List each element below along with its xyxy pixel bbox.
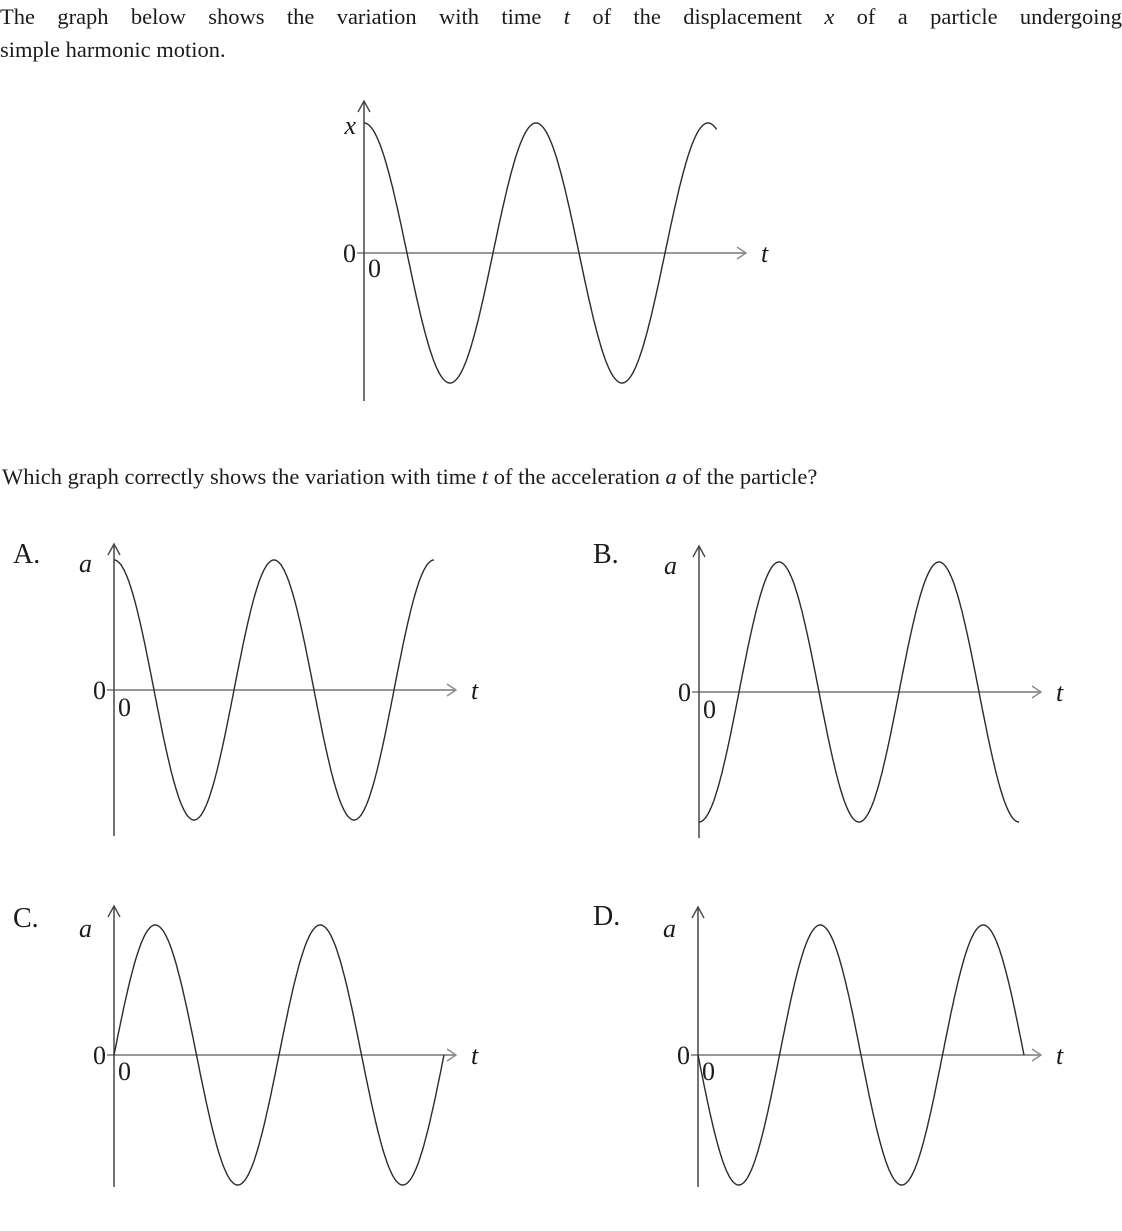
y-axis-label: a — [79, 549, 92, 578]
origin-label: 0 — [703, 695, 716, 724]
question-prompt: Which graph correctly shows the variation with time t of the acceleration a of the particle? — [2, 464, 818, 489]
t-axis-label: t — [471, 676, 479, 705]
y-axis-label: a — [663, 914, 676, 943]
origin-label: 0 — [118, 693, 131, 722]
y-axis-label: x — [344, 111, 356, 140]
t-axis-label: t — [761, 239, 769, 268]
zero-label: 0 — [678, 678, 691, 707]
intro-line-1: The graph below shows the variation with time t of the displacement x of a particle undergoing — [0, 4, 1122, 29]
option-d-letter: D. — [593, 901, 621, 932]
zero-label: 0 — [93, 676, 106, 705]
y-axis-label: a — [79, 914, 92, 943]
option-d-graph — [585, 895, 1115, 1195]
intro-text — [0, 0, 1122, 66]
option-a-letter: A. — [13, 539, 41, 570]
option-b-letter: B. — [593, 539, 619, 570]
t-axis-label: t — [1056, 1041, 1064, 1070]
option-c-graph — [0, 895, 520, 1195]
zero-label: 0 — [93, 1041, 106, 1070]
intro-line-2: simple harmonic motion. — [0, 37, 226, 62]
t-axis-label: t — [471, 1041, 479, 1070]
t-axis-label: t — [1056, 678, 1064, 707]
option-b-graph — [585, 530, 1115, 850]
zero-label: 0 — [677, 1041, 690, 1070]
y-axis-label: a — [664, 551, 677, 580]
option-c-letter: C. — [13, 903, 39, 934]
displacement-time-graph — [290, 95, 795, 415]
origin-label: 0 — [118, 1057, 131, 1086]
origin-label: 0 — [368, 254, 381, 283]
origin-label: 0 — [702, 1057, 715, 1086]
zero-label: 0 — [343, 239, 356, 268]
option-a-graph — [0, 530, 520, 850]
